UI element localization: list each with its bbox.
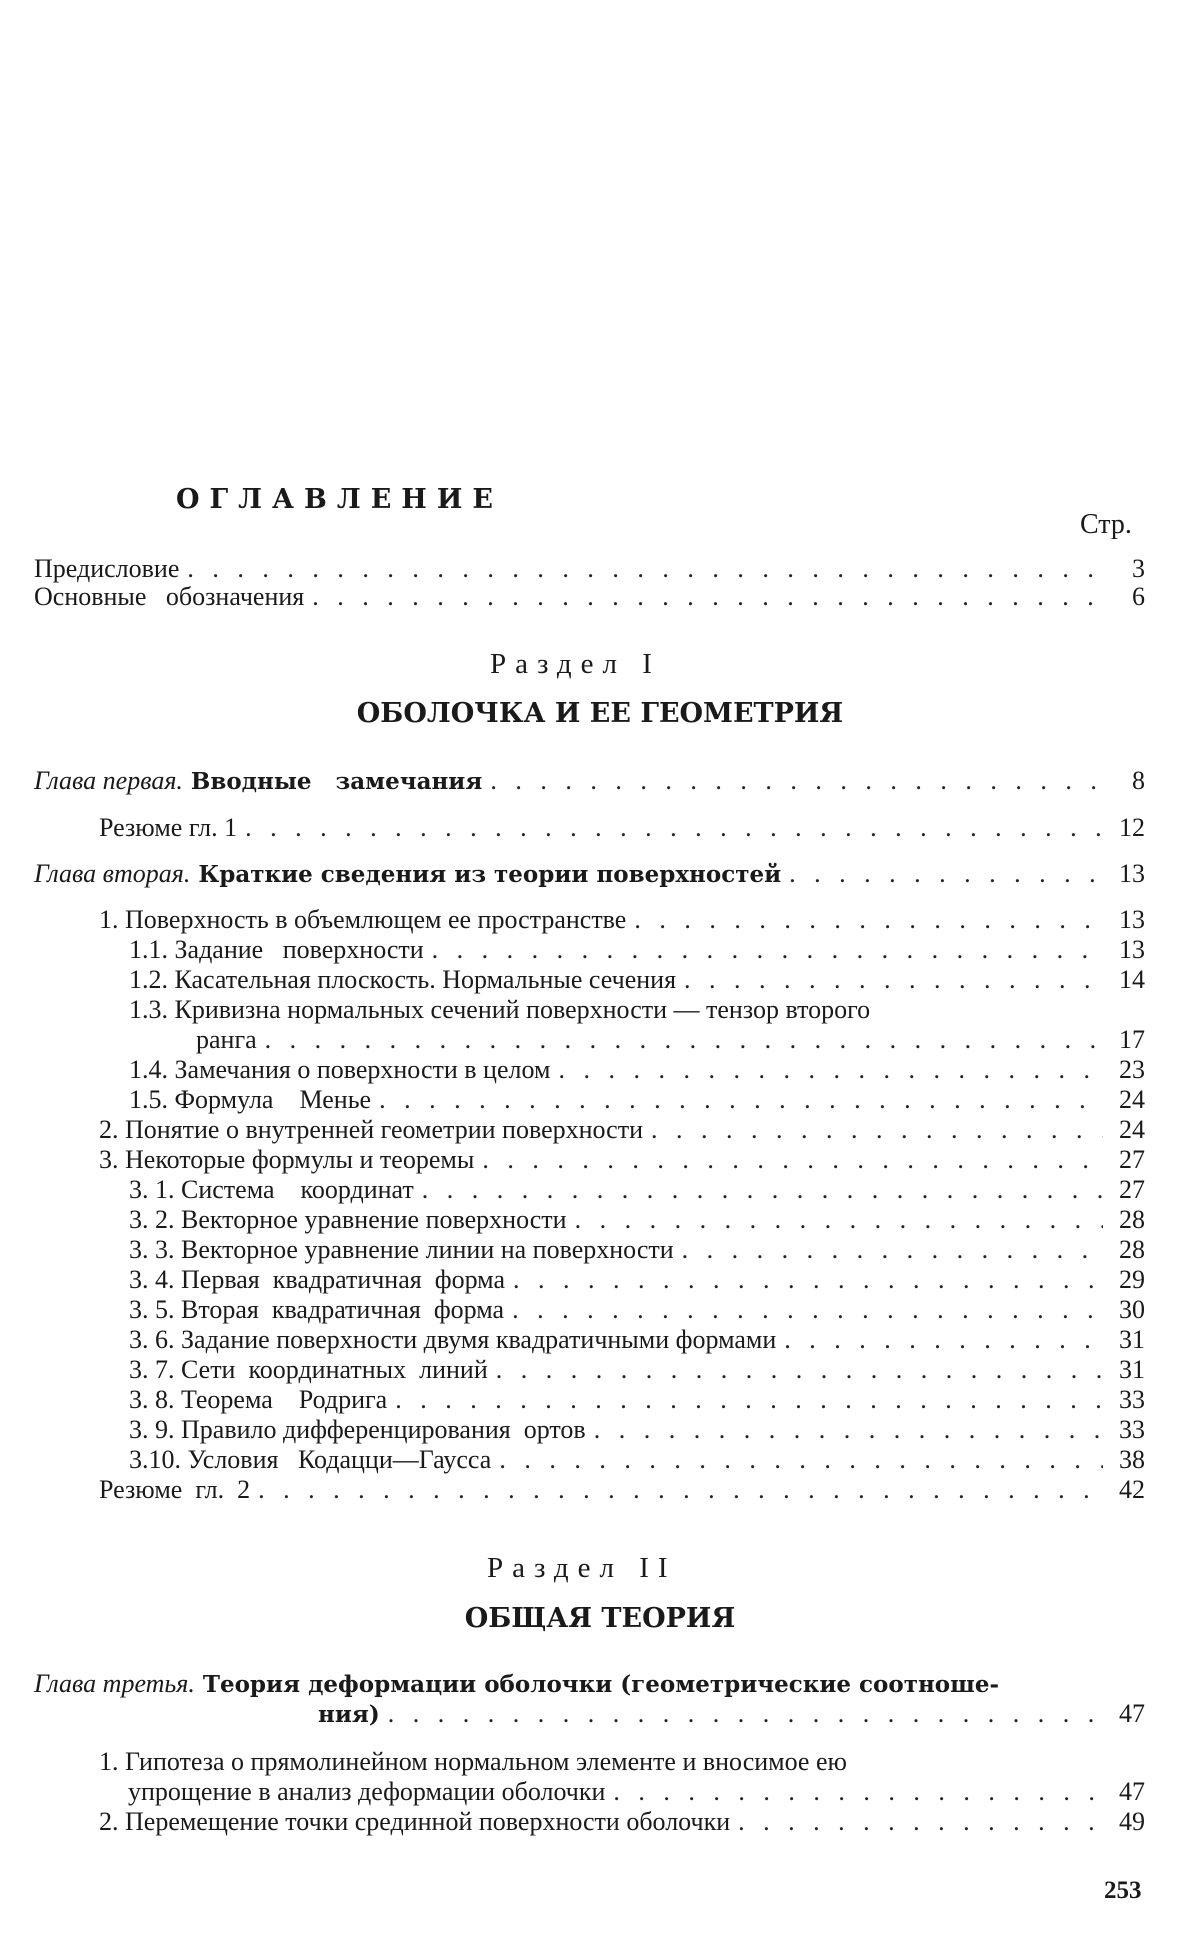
entry-title: 3. 1. Система координат	[129, 1175, 414, 1204]
entry-page: 3	[1132, 554, 1145, 583]
dot-leader	[738, 1809, 1103, 1835]
entry-title: 3. 8. Теорема Родрига	[129, 1385, 388, 1414]
entry-title: 3. 4. Первая квадратичная форма	[129, 1265, 505, 1294]
dot-leader	[388, 1701, 1103, 1727]
entry-page: 33	[1119, 1385, 1145, 1414]
toc-entry[interactable]	[129, 1207, 1145, 1233]
toc-entry[interactable]	[99, 907, 1145, 933]
entry-title: 2. Понятие о внутренней геометрии поверхности	[99, 1115, 643, 1144]
toc-entry[interactable]	[99, 1117, 1145, 1143]
dot-leader	[684, 967, 1103, 993]
section-label: Раздел I	[490, 648, 661, 680]
toc-entry-continuation[interactable]	[318, 1701, 1145, 1728]
chapter-prefix: Глава первая.	[34, 766, 183, 795]
entry-title: Теория деформации оболочки (геометрические соотноше-	[202, 1671, 1000, 1698]
dot-leader	[482, 1147, 1103, 1173]
entry-title: 3. 3. Векторное уравнение линии на поверхности	[129, 1235, 674, 1264]
section-title: ОБОЛОЧКА И ЕЕ ГЕОМЕТРИЯ	[356, 698, 844, 729]
toc-entry[interactable]	[129, 1387, 1145, 1413]
toc-entry[interactable]	[129, 1357, 1145, 1383]
dot-leader	[512, 1297, 1103, 1323]
entry-page: 23	[1119, 1055, 1145, 1084]
entry-title: 3. Некоторые формулы и теоремы	[99, 1145, 475, 1174]
toc-entry[interactable]	[129, 1447, 1145, 1473]
entry-title: Резюме гл. 2	[99, 1475, 251, 1504]
entry-page: 49	[1119, 1807, 1145, 1836]
entry-title: 1.1. Задание поверхности	[129, 935, 424, 964]
entry-title: 1. Поверхность в объемлющем ее пространстве	[99, 905, 627, 934]
dot-leader	[575, 1207, 1103, 1233]
toc-entry-line	[34, 1671, 999, 1698]
dot-leader	[513, 1267, 1103, 1293]
dot-leader	[379, 1087, 1103, 1113]
entry-page: 31	[1119, 1355, 1145, 1384]
dot-leader	[490, 768, 1103, 794]
entry-page: 8	[1132, 766, 1145, 795]
entry-page: 42	[1119, 1475, 1145, 1504]
entry-title: 3. 9. Правило дифференцирования ортов	[129, 1415, 586, 1444]
entry-title: 1.5. Формула Менье	[129, 1085, 372, 1114]
toc-entry[interactable]	[129, 1417, 1145, 1443]
dot-leader	[432, 937, 1103, 963]
entry-page: 24	[1119, 1085, 1145, 1114]
entry-title: 3. 5. Вторая квадратичная форма	[129, 1295, 505, 1324]
toc-entry-line: 1.3. Кривизна нормальных сечений поверхности — тензор второго	[129, 995, 871, 1024]
toc-entry-chapter[interactable]	[34, 768, 1145, 795]
dot-leader	[784, 1327, 1103, 1353]
toc-entry[interactable]	[129, 1297, 1145, 1323]
dot-leader	[789, 861, 1103, 887]
toc-entry[interactable]	[99, 1809, 1145, 1835]
dot-leader	[265, 1027, 1103, 1053]
dot-leader	[651, 1117, 1103, 1143]
entry-page: 33	[1119, 1415, 1145, 1444]
entry-page: 27	[1119, 1145, 1145, 1174]
entry-page: 38	[1119, 1445, 1145, 1474]
toc-entry[interactable]	[129, 967, 1145, 993]
toc-heading: ОГЛАВЛЕНИЕ	[176, 484, 503, 515]
toc-entry-preface[interactable]	[34, 556, 1145, 582]
dot-leader	[422, 1177, 1103, 1203]
toc-entry-line: 1. Гипотеза о прямолинейном нормальном элементе и вносимое ею	[99, 1747, 847, 1776]
toc-entry[interactable]	[129, 1327, 1145, 1353]
entry-title: 2. Перемещение точки срединной поверхности оболочки	[99, 1807, 731, 1836]
toc-entry-continuation[interactable]	[128, 1779, 1145, 1805]
entry-title: 3. 2. Векторное уравнение поверхности	[129, 1205, 567, 1234]
dot-leader	[187, 556, 1103, 582]
toc-entry[interactable]	[99, 1147, 1145, 1173]
entry-page: 13	[1119, 859, 1145, 888]
entry-page: 17	[1119, 1025, 1145, 1054]
entry-page: 13	[1119, 905, 1145, 934]
entry-page: 6	[1132, 582, 1145, 611]
toc-entry[interactable]	[129, 937, 1145, 963]
dot-leader	[634, 907, 1103, 933]
dot-leader	[395, 1387, 1103, 1413]
entry-title: 3. 6. Задание поверхности двумя квадратичными формами	[129, 1325, 777, 1354]
entry-page: 28	[1119, 1205, 1145, 1234]
toc-entry[interactable]	[129, 1237, 1145, 1263]
entry-title: 3.10. Условия Кодацци—Гаусса	[129, 1445, 492, 1474]
entry-title: Краткие сведения из теории поверхностей	[198, 861, 782, 888]
toc-entry[interactable]	[99, 815, 1145, 841]
dot-leader	[496, 1357, 1103, 1383]
entry-page: 29	[1119, 1265, 1145, 1294]
dot-leader	[258, 1477, 1103, 1503]
entry-page: 31	[1119, 1325, 1145, 1354]
section-label: Раздел II	[487, 1552, 677, 1584]
entry-title: ния)	[318, 1701, 380, 1728]
toc-entry-chapter[interactable]	[34, 861, 1145, 888]
chapter-prefix: Глава вторая.	[34, 859, 191, 888]
entry-page: 28	[1119, 1235, 1145, 1264]
page-column-header: Стр.	[1080, 509, 1132, 540]
toc-entry-notation[interactable]	[34, 584, 1145, 610]
dot-leader	[682, 1237, 1103, 1263]
entry-page: 47	[1119, 1699, 1145, 1728]
page-number: 253	[1104, 1877, 1142, 1904]
entry-title: Предисловие	[34, 554, 180, 583]
entry-title: Вводные замечания	[190, 768, 483, 795]
entry-page: 30	[1119, 1295, 1145, 1324]
dot-leader	[558, 1057, 1103, 1083]
entry-page: 14	[1119, 965, 1145, 994]
entry-page: 27	[1119, 1175, 1145, 1204]
entry-title: 1.4. Замечания о поверхности в целом	[129, 1055, 551, 1084]
entry-title: упрощение в анализ деформации оболочки	[128, 1777, 606, 1806]
section-title: ОБЩАЯ ТЕОРИЯ	[464, 1603, 736, 1634]
dot-leader	[499, 1447, 1103, 1473]
toc-entry[interactable]	[129, 1087, 1145, 1113]
toc-entry[interactable]	[129, 1057, 1145, 1083]
dot-leader	[594, 1417, 1103, 1443]
toc-entry[interactable]	[99, 1477, 1145, 1503]
entry-page: 13	[1119, 935, 1145, 964]
entry-title: ранга	[196, 1025, 257, 1054]
entry-page: 12	[1119, 813, 1145, 842]
entry-title: 3. 7. Сети координатных линий	[129, 1355, 488, 1384]
entry-page: 24	[1119, 1115, 1145, 1144]
entry-page: 47	[1119, 1777, 1145, 1806]
entry-title: Основные обозначения	[34, 582, 305, 611]
dot-leader	[312, 584, 1103, 610]
dot-leader	[613, 1779, 1103, 1805]
toc-entry[interactable]	[129, 1177, 1145, 1203]
entry-title: 1.2. Касательная плоскость. Нормальные сечения	[129, 965, 677, 994]
dot-leader	[245, 815, 1103, 841]
toc-entry[interactable]	[129, 1267, 1145, 1293]
toc-entry-continuation[interactable]	[196, 1027, 1145, 1053]
entry-title: Резюме гл. 1	[99, 813, 238, 842]
chapter-prefix: Глава третья.	[34, 1669, 195, 1698]
